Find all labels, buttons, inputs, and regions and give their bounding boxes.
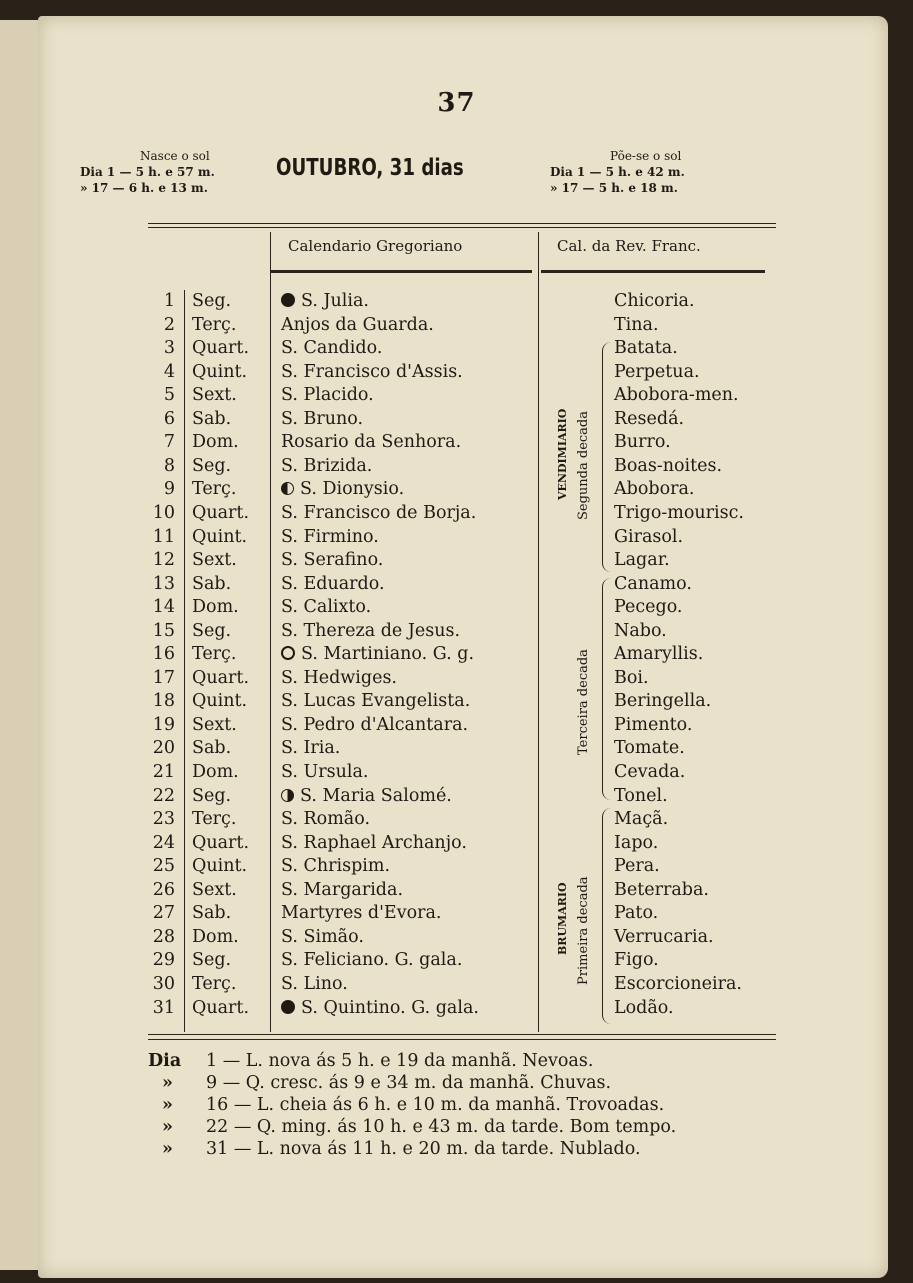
weekday: Dom. — [192, 762, 239, 782]
saint-text: S. Maria Salomé. — [300, 785, 452, 806]
saint-text: S. Simão. — [281, 926, 364, 947]
saint-name — [281, 573, 385, 596]
day-row — [0, 361, 913, 384]
moon-note-text: 31 — L. nova ás 11 h. e 20 m. da tarde. Nublado. — [206, 1139, 641, 1159]
french-calendar-name: Boi. — [614, 667, 649, 688]
weekday: Terç. — [192, 809, 237, 830]
french-calendar-name: Abobora. — [614, 479, 695, 500]
day-number: 17 — [152, 667, 175, 688]
sunset-line-1: Dia 1 — 5 h. e 42 m. — [550, 165, 685, 179]
saint-text: Martyres d'Evora. — [281, 903, 442, 924]
day-number: 14 — [152, 597, 175, 618]
french-calendar-name: Chicoria. — [614, 291, 695, 311]
weekday: Sext. — [192, 550, 237, 571]
saint-name — [281, 926, 364, 949]
french-calendar-name: Figo. — [614, 950, 659, 971]
day-row — [0, 879, 913, 902]
french-calendar-name: Lodão. — [614, 997, 674, 1018]
day-row — [0, 455, 913, 478]
day-row — [0, 478, 913, 501]
day-number: 23 — [152, 809, 175, 830]
day-row — [0, 667, 913, 690]
saint-text: S. Quintino. G. gala. — [301, 997, 479, 1018]
day-number: 22 — [152, 785, 175, 806]
day-number: 4 — [163, 361, 175, 382]
moon-phase-new-icon — [281, 293, 295, 307]
saint-name — [281, 478, 404, 501]
month-label-vendimiario: VENDIMIARIO — [556, 408, 569, 500]
saint-text: S. Feliciano. G. gala. — [281, 950, 463, 971]
saint-text: S. Lino. — [281, 973, 348, 994]
moon-phase-last-icon — [281, 789, 294, 802]
day-row — [0, 926, 913, 949]
month-title: OUTUBRO, 31 dias — [276, 155, 464, 181]
french-calendar-name: Pera. — [614, 856, 660, 877]
saint-name — [281, 408, 363, 431]
day-row — [0, 408, 913, 431]
day-row — [0, 808, 913, 831]
saint-text: S. Thereza de Jesus. — [281, 620, 461, 641]
day-number: 13 — [152, 573, 175, 594]
french-calendar-name: Perpetua. — [614, 361, 700, 382]
saint-name — [281, 973, 348, 996]
day-row — [0, 549, 913, 572]
weekday: Terç. — [192, 479, 237, 500]
day-number: 28 — [152, 926, 175, 947]
saint-name — [281, 808, 370, 831]
french-calendar-name: Pato. — [614, 903, 659, 924]
saint-name — [281, 384, 374, 407]
moon-note-label: » — [162, 1117, 173, 1137]
weekday: Terç. — [192, 644, 237, 665]
sunset-line-2: » 17 — 5 h. e 18 m. — [550, 181, 678, 195]
moon-note-text: 9 — Q. cresc. ás 9 e 34 m. da manhã. Chuvas. — [206, 1073, 612, 1093]
day-number: 25 — [152, 856, 175, 877]
moon-note-line — [148, 1072, 676, 1094]
french-calendar-name: Batata. — [614, 338, 678, 359]
saint-name — [281, 620, 460, 643]
saint-name — [281, 502, 476, 525]
saint-name — [281, 455, 372, 478]
saint-name — [281, 949, 462, 972]
weekday: Quart. — [192, 338, 250, 359]
french-calendar-name: Pecego. — [614, 597, 683, 618]
weekday: Quart. — [192, 667, 250, 688]
day-number: 21 — [152, 762, 175, 782]
saint-text: S. Margarida. — [281, 879, 404, 900]
moon-note-line — [148, 1050, 676, 1072]
saint-text: S. Ursula. — [281, 762, 369, 782]
decade-label-primeira: Primeira decada — [576, 876, 591, 985]
sunset-block — [550, 148, 685, 196]
day-number: 7 — [163, 432, 175, 453]
weekday: Seg. — [192, 785, 232, 806]
day-row — [0, 384, 913, 407]
moon-note-line — [148, 1116, 676, 1138]
moon-note-label: Dia — [148, 1051, 182, 1071]
day-number: 18 — [152, 691, 175, 712]
day-number: 26 — [152, 879, 175, 900]
weekday: Terç. — [192, 973, 237, 994]
day-row — [0, 643, 913, 666]
day-number: 11 — [152, 526, 175, 547]
saint-text: Anjos da Guarda. — [281, 314, 434, 335]
decade-label-segunda: Segunda decada — [576, 411, 591, 520]
french-calendar-name: Tomate. — [614, 738, 685, 759]
sunrise-line-1: Dia 1 — 5 h. e 57 m. — [80, 165, 215, 179]
french-calendar-name: Abobora-men. — [614, 385, 739, 406]
saint-text: S. Hedwiges. — [281, 667, 397, 688]
day-number: 8 — [163, 455, 175, 476]
french-calendar-name: Amaryllis. — [614, 644, 704, 665]
weekday: Sab. — [192, 408, 232, 429]
weekday: Seg. — [192, 291, 232, 311]
day-row — [0, 620, 913, 643]
saint-name — [281, 549, 383, 572]
decade-label-terceira: Terceira decada — [576, 649, 591, 755]
day-number: 16 — [152, 644, 175, 665]
saint-name — [281, 785, 452, 808]
french-calendar-name: Resedá. — [614, 408, 685, 429]
day-row — [0, 949, 913, 972]
weekday: Sext. — [192, 879, 237, 900]
day-number: 12 — [152, 550, 175, 571]
moon-note-text: 22 — Q. ming. ás 10 h. e 43 m. da tarde. Bom tempo. — [206, 1117, 677, 1137]
saint-text: S. Firmino. — [281, 526, 379, 547]
day-number: 29 — [152, 950, 175, 971]
french-calendar-name: Canamo. — [614, 573, 692, 594]
saint-name — [281, 431, 461, 454]
saint-text: S. Candido. — [281, 338, 383, 359]
moon-note-line — [148, 1094, 676, 1116]
saint-name — [281, 902, 441, 925]
french-calendar-name: Cevada. — [614, 762, 686, 782]
weekday: Sab. — [192, 903, 232, 924]
saint-name — [281, 761, 368, 784]
day-number: 31 — [152, 997, 175, 1018]
moon-phase-new-icon — [281, 1000, 295, 1014]
saint-name — [281, 596, 371, 619]
sunrise-line-2: » 17 — 6 h. e 13 m. — [80, 181, 208, 195]
day-number: 30 — [152, 973, 175, 994]
day-row — [0, 596, 913, 619]
weekday: Dom. — [192, 926, 239, 947]
brace-primeira-decada — [602, 808, 611, 1024]
page-number: 37 — [437, 88, 476, 118]
day-number: 3 — [163, 338, 175, 359]
weekday: Quint. — [192, 526, 248, 547]
top-rule-2 — [148, 227, 776, 228]
weekday: Dom. — [192, 432, 239, 453]
saint-text: S. Francisco de Borja. — [281, 502, 477, 523]
day-row — [0, 832, 913, 855]
moon-note-text: 16 — L. cheia ás 6 h. e 10 m. da manhã. Trovoadas. — [206, 1095, 665, 1115]
weekday: Seg. — [192, 950, 232, 971]
saint-text: S. Eduardo. — [281, 573, 385, 594]
french-header: Cal. da Rev. Franc. — [557, 237, 701, 255]
saint-text: S. Bruno. — [281, 408, 364, 429]
weekday: Seg. — [192, 620, 232, 641]
day-row — [0, 690, 913, 713]
day-row — [0, 526, 913, 549]
french-calendar-name: Girasol. — [614, 526, 684, 547]
day-number: 9 — [163, 479, 175, 500]
french-calendar-name: Iapo. — [614, 832, 659, 853]
saint-name — [281, 855, 390, 878]
day-row — [0, 902, 913, 925]
weekday: Quart. — [192, 832, 250, 853]
french-calendar-name: Burro. — [614, 432, 671, 453]
sunset-label: Põe-se o sol — [610, 149, 682, 163]
day-number: 20 — [152, 738, 175, 759]
saint-text: S. Chrispim. — [281, 856, 391, 877]
weekday: Seg. — [192, 455, 232, 476]
moon-phase-first-icon — [281, 482, 294, 495]
saint-name — [281, 361, 463, 384]
day-row — [0, 290, 913, 313]
day-row — [0, 573, 913, 596]
saint-text: S. Dionysio. — [300, 479, 405, 500]
day-number: 19 — [152, 714, 175, 735]
day-row — [0, 337, 913, 360]
weekday: Sab. — [192, 738, 232, 759]
saint-text: S. Placido. — [281, 385, 374, 406]
bottom-rule — [148, 1034, 776, 1035]
french-calendar-name: Trigo-mourisc. — [614, 502, 744, 523]
french-calendar-name: Maçã. — [614, 809, 669, 830]
day-row — [0, 761, 913, 784]
french-calendar-name: Verrucaria. — [614, 926, 714, 947]
saint-text: Rosario da Senhora. — [281, 432, 462, 453]
weekday: Quint. — [192, 691, 248, 712]
day-number: 24 — [152, 832, 175, 853]
moon-note-label: » — [162, 1139, 173, 1159]
day-row — [0, 502, 913, 525]
saint-text: S. Serafino. — [281, 550, 384, 571]
saint-name — [281, 997, 479, 1020]
day-number: 10 — [152, 502, 175, 523]
saint-text: S. Martiniano. G. g. — [301, 644, 475, 665]
french-calendar-name: Beringella. — [614, 691, 712, 712]
french-calendar-name: Tonel. — [614, 785, 668, 806]
bottom-rule-2 — [148, 1039, 776, 1040]
french-calendar-name: Escorcioneira. — [614, 973, 742, 994]
day-number: 15 — [152, 620, 175, 641]
saint-name — [281, 737, 340, 760]
french-calendar-name: Nabo. — [614, 620, 667, 641]
saint-text: S. Pedro d'Alcantara. — [281, 714, 469, 735]
weekday: Sext. — [192, 714, 237, 735]
month-label-brumario: BRUMARIO — [556, 882, 569, 955]
moon-note-label: » — [162, 1095, 173, 1115]
weekday: Terç. — [192, 314, 237, 335]
saint-text: S. Raphael Archanjo. — [281, 832, 467, 853]
weekday: Quart. — [192, 997, 250, 1018]
day-number: 2 — [163, 314, 175, 335]
saint-text: S. Julia. — [301, 291, 369, 311]
day-row — [0, 714, 913, 737]
moon-note-line — [148, 1138, 676, 1160]
day-row — [0, 785, 913, 808]
day-row — [0, 997, 913, 1020]
brace-terceira-decada — [602, 578, 611, 800]
saint-text: S. Calixto. — [281, 597, 372, 618]
saint-name — [281, 832, 467, 855]
gregorian-header-rule — [270, 270, 532, 273]
moon-note-text: 1 — L. nova ás 5 h. e 19 da manhã. Nevoas. — [206, 1051, 594, 1071]
saint-name — [281, 714, 468, 737]
french-calendar-name: Tina. — [614, 314, 659, 335]
gregorian-header: Calendario Gregoriano — [288, 237, 463, 255]
sunrise-label: Nasce o sol — [140, 149, 210, 163]
saint-name — [281, 290, 369, 313]
weekday: Quint. — [192, 361, 248, 382]
day-row — [0, 431, 913, 454]
day-number: 6 — [163, 408, 175, 429]
sunrise-block — [80, 148, 215, 196]
day-number: 27 — [152, 903, 175, 924]
day-number: 5 — [163, 385, 175, 406]
saint-name — [281, 314, 434, 337]
day-row — [0, 737, 913, 760]
day-row — [0, 855, 913, 878]
saint-name — [281, 667, 397, 690]
moon-phase-full-icon — [281, 646, 295, 660]
moon-note-label: » — [162, 1073, 173, 1093]
day-row — [0, 314, 913, 337]
french-header-rule — [541, 270, 765, 273]
saint-name — [281, 337, 382, 360]
day-number: 1 — [163, 291, 175, 311]
weekday: Sext. — [192, 385, 237, 406]
french-calendar-name: Boas-noites. — [614, 455, 723, 476]
saint-text: S. Romão. — [281, 809, 371, 830]
weekday: Quart. — [192, 502, 250, 523]
saint-text: S. Francisco d'Assis. — [281, 361, 463, 382]
moon-phase-notes — [148, 1050, 676, 1160]
weekday: Dom. — [192, 597, 239, 618]
weekday: Sab. — [192, 573, 232, 594]
saint-name — [281, 526, 379, 549]
saint-name — [281, 643, 474, 666]
saint-name — [281, 879, 403, 902]
brace-segunda-decada — [602, 342, 611, 572]
french-calendar-name: Lagar. — [614, 550, 670, 571]
weekday: Quint. — [192, 856, 248, 877]
french-calendar-name: Pimento. — [614, 714, 693, 735]
saint-text: S. Lucas Evangelista. — [281, 691, 471, 712]
french-calendar-name: Beterraba. — [614, 879, 709, 900]
saint-text: S. Iria. — [281, 738, 341, 759]
saint-text: S. Brizida. — [281, 455, 373, 476]
day-row — [0, 973, 913, 996]
saint-name — [281, 690, 470, 713]
top-rule — [148, 223, 776, 224]
